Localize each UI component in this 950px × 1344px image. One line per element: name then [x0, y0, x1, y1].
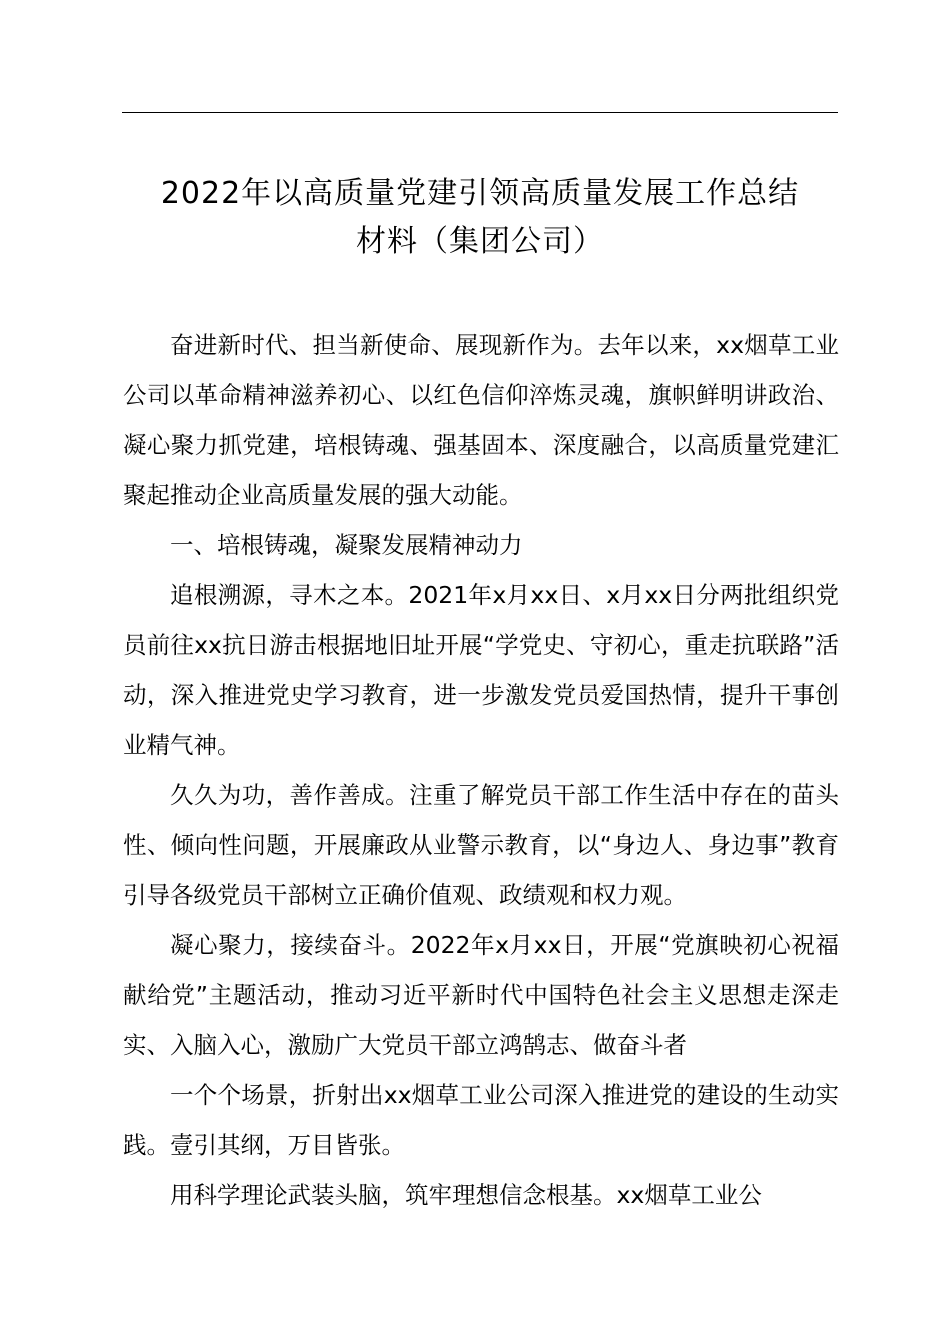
title-line-1: 2022年以高质量党建引领高质量发展工作总结 — [160, 176, 800, 211]
paragraph-persistence: 久久为功，善作善成。注重了解党员干部工作生活中存在的苗头性、倾向性问题，开展廉政从业警示教育，以“身边人、身边事”教育引导各级党员干部树立正确价值观、政绩观和权力观。 — [123, 781, 839, 909]
paragraph-scenes: 一个个场景，折射出xx烟草工业公司深入推进党的建设的生动实践。壹引其纲，万目皆张。 — [123, 1081, 839, 1159]
paragraph-theory: 用科学理论武装头脑，筑牢理想信念根基。xx烟草工业公 — [170, 1181, 762, 1209]
paragraph-intro: 奋进新时代、担当新使命、展现新作为。去年以来，xx烟草工业公司以革命精神滋养初心、以红色信仰淬炼灵魂，旗帜鲜明讲政治、凝心聚力抓党建，培根铸魂、强基固本、深度融合，以高质量党建汇聚起推动企业高质量发展的强大动能。 — [123, 331, 839, 509]
title-line-2: 材料（集团公司） — [356, 224, 604, 259]
header-rule — [122, 112, 838, 113]
paragraph-unity: 凝心聚力，接续奋斗。2022年x月xx日，开展“党旗映初心祝福献给党”主题活动，推动习近平新时代中国特色社会主义思想走深走实、入脑入心，激励广大党员干部立鸿鹄志、做奋斗者 — [123, 931, 839, 1059]
document-body — [123, 320, 839, 1220]
document-title — [110, 170, 850, 266]
section-heading-1: 一、培根铸魂，凝聚发展精神动力 — [170, 531, 523, 559]
paragraph-trace-roots: 追根溯源，寻木之本。2021年x月xx日、x月xx日分两批组织党员前往xx抗日游击根据地旧址开展“学党史、守初心，重走抗联路”活动，深入推进党史学习教育，进一步激发党员爱国热情，提升干事创业精气神。 — [123, 581, 839, 759]
